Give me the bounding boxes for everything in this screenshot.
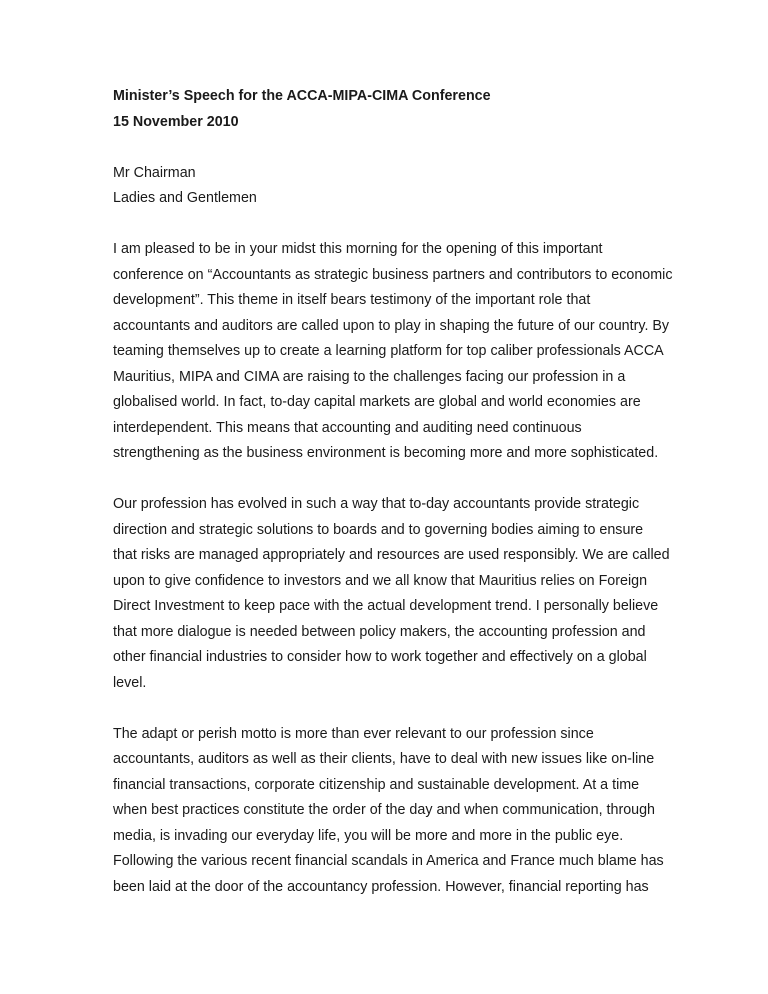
spacer (113, 696, 683, 722)
text-line: globalised world. In fact, to-day capital markets are global and world economies are (113, 394, 641, 410)
text-line: level. (113, 674, 147, 691)
text-line: Following the various recent financial scandals in America and France much blame has (113, 853, 664, 869)
spacer (113, 135, 683, 161)
text-line: teaming themselves up to create a learning platform for top caliber professionals ACCA (113, 343, 664, 359)
speech-body (113, 84, 683, 900)
text-line: other financial industries to consider how to work together and effectively on a global (113, 649, 647, 665)
text-line: financial transactions, corporate citizenship and sustainable development. At a time (113, 776, 640, 793)
text-line: accountants and auditors are called upon to play in shaping the future of our country. By (113, 317, 670, 334)
text-line: I am pleased to be in your midst this morning for the opening of this important (113, 241, 603, 257)
salutation-audience: Ladies and Gentlemen (113, 190, 257, 206)
text-line: that risks are managed appropriately and resources are used responsibly. We are called (113, 547, 670, 563)
paragraph-adapt-or-perish (113, 722, 683, 901)
text-line: that more dialogue is needed between policy makers, the accounting profession and (113, 623, 646, 640)
text-line: Our profession has evolved in such a way that to-day accountants provide strategic (113, 496, 640, 512)
text-line: conference on “Accountants as strategic business partners and contributors to economic (113, 266, 673, 283)
spacer (113, 467, 683, 493)
salutation-chairman: Mr Chairman (113, 164, 196, 181)
text-line: The adapt or perish motto is more than ever relevant to our profession since (113, 725, 594, 742)
speech-date: 15 November 2010 (113, 113, 239, 130)
paragraph-opening (113, 237, 683, 467)
text-line: interdependent. This means that accounting and auditing need continuous (113, 419, 582, 436)
text-line: Mauritius, MIPA and CIMA are raising to the challenges facing our profession in a (113, 368, 626, 385)
text-line: when best practices constitute the order of the day and when communication, through (113, 802, 656, 818)
paragraph-profession (113, 492, 683, 696)
text-line: accountants, auditors as well as their clients, have to deal with new issues like on-line (113, 751, 655, 767)
text-line: Direct Investment to keep pace with the actual development trend. I personally believe (113, 598, 659, 614)
text-line: upon to give confidence to investors and we all know that Mauritius relies on Foreign (113, 572, 648, 589)
text-line: direction and strategic solutions to boards and to governing bodies aiming to ensure (113, 521, 644, 538)
text-line: been laid at the door of the accountancy profession. However, financial reporting has (113, 878, 649, 895)
spacer (113, 212, 683, 238)
text-line: development”. This theme in itself bears testimony of the important role that (113, 292, 591, 308)
text-line: strengthening as the business environment is becoming more and more sophisticated. (113, 445, 659, 461)
speech-title: Minister’s Speech for the ACCA-MIPA-CIMA Conference (113, 88, 491, 104)
text-line: media, is invading our everyday life, you will be more and more in the public eye. (113, 827, 624, 844)
